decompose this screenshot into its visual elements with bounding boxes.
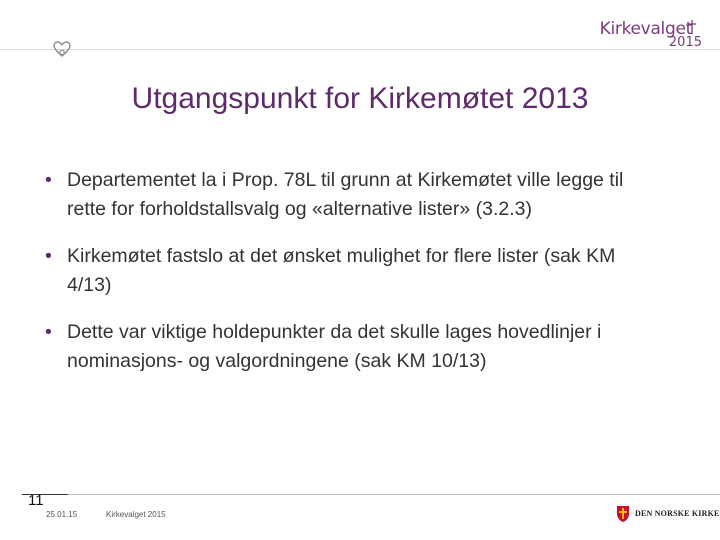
bullet-item — [45, 166, 665, 224]
bullet-item — [45, 242, 665, 300]
kirkevalget-logo — [599, 17, 702, 53]
bullet-list — [45, 166, 665, 394]
bullet-marker: • — [45, 321, 52, 343]
heart-outline-icon — [52, 40, 72, 58]
bullet-item — [45, 318, 665, 376]
bullet-text: Kirkemøtet fastslo at det ønsket mulighet for flere lister (sak KM 4/13) — [67, 245, 616, 296]
page-number: 11 — [28, 492, 44, 509]
bullet-text: Dette var viktige holdepunkter da det skulle lages hovedlinjer i nominasjons- og valgordningene (sak KM 10/13) — [67, 321, 602, 372]
footer-event: Kirkevalget 2015 — [106, 510, 166, 519]
logo-year: 2015 — [668, 35, 702, 50]
cross-icon — [687, 20, 697, 34]
footer-date: 25.01.15 — [46, 510, 78, 519]
bullet-text: Departementet la i Prop. 78L til grunn at Kirkemøtet ville legge til rette for forholdstallsvalg og «alternative lister» (3.2.3) — [67, 169, 624, 220]
logo-text: Kirkevalget — [599, 19, 692, 39]
slide-title: Utgangspunkt for Kirkemøtet 2013 — [131, 82, 589, 115]
church-shield-icon — [616, 505, 630, 523]
den-norske-kirke-logo — [616, 505, 720, 523]
bullet-marker: • — [45, 169, 52, 191]
footer-divider — [22, 494, 720, 495]
bullet-marker: • — [45, 245, 52, 267]
org-name: DEN NORSKE KIRKE — [635, 509, 720, 518]
